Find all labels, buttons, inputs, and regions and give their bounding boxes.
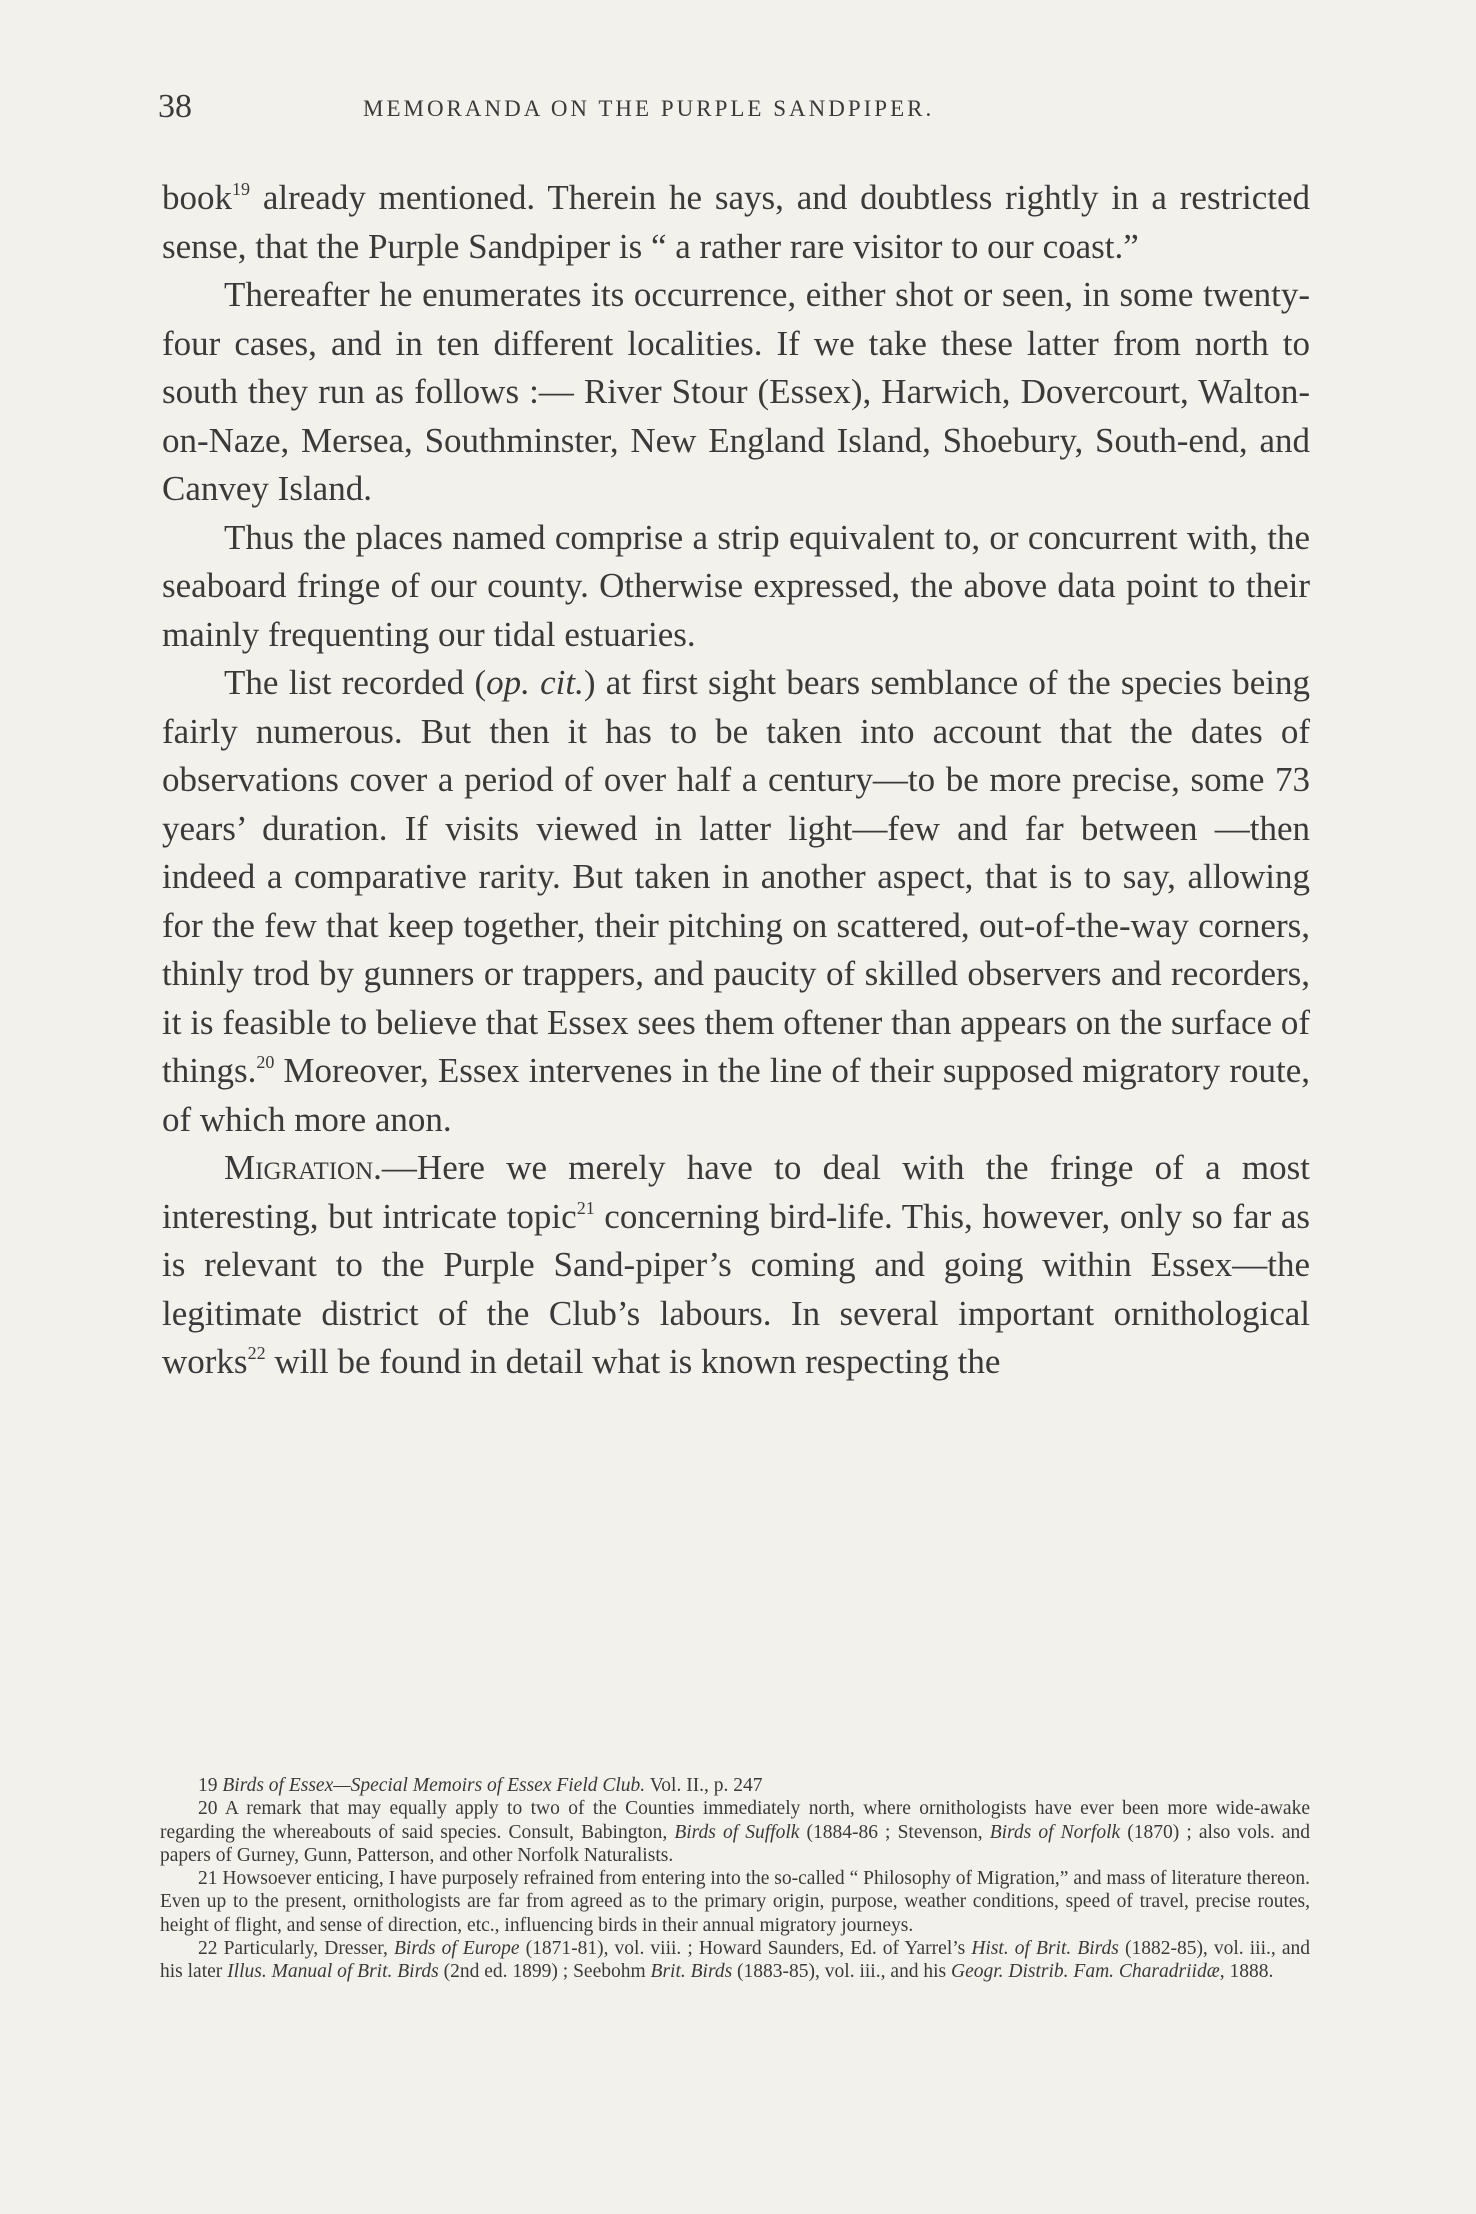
text-run: (1883-85), vol. iii., and his: [732, 1961, 951, 1983]
footnotes: [160, 1774, 1310, 1984]
running-head: MEMORANDA ON THE PURPLE SANDPIPER.: [363, 96, 935, 121]
text-run: The list recorded (: [224, 663, 487, 702]
page-header: [158, 88, 1308, 132]
text-run: (1882-85), vol. iii., and his later: [160, 1938, 1310, 1983]
text-run: (1870) ; also vols. and papers of Gurney, Gunn, Patterson, and other Norfolk Naturalists.: [160, 1821, 1310, 1866]
footnote-19: [160, 1774, 1310, 1797]
footnote-ref-19: 19: [232, 179, 250, 199]
text-run: (1884-86 ; Stevenson,: [799, 1821, 990, 1843]
paragraph-3: Thus the places named comprise a strip equivalent to, or concurrent with, the seaboard fringe of our county. Otherwise expressed, the above data point to their mainly frequenting our tidal estuaries.: [162, 517, 1310, 654]
footnote-22: [160, 1937, 1310, 1984]
italic-title: Geogr. Distrib. Fam. Charadriidæ,: [951, 1961, 1225, 1983]
text-run: (2nd ed. 1899) ; Seebohm: [438, 1961, 651, 1983]
italic-title: Illus. Manual of Brit. Birds: [227, 1961, 439, 1983]
paragraph-2: Thereafter he enumerates its occurrence, either shot or seen, in some twenty-four cases, and in ten different localities. If we take these latter from north to south they run as follows :— River Stour (Essex), Harwich, Dovercourt, Walton-on-Naze, Mersea, Southminster, New England Island, Shoebury, South-end, and Canvey Island.: [162, 275, 1310, 508]
text-run: —Here we merely have to deal with the fringe of a most interesting, but intricate topic: [162, 1148, 1310, 1236]
footnote-ref-21: 21: [576, 1197, 595, 1218]
text-run: already mentioned. Therein he says, and doubtless rightly in a restricted sense, that the Purple Sandpiper is “ a rather rare visitor to our coast.”: [162, 178, 1310, 266]
italic-title: Birds of Suffolk: [674, 1821, 800, 1843]
footnote-ref-22: 22: [247, 1343, 266, 1363]
italic-title: Birds of Essex—Special Memoirs of Essex Field Club.: [222, 1775, 646, 1796]
text-run: 19: [198, 1775, 223, 1796]
paragraph-1: [162, 174, 1310, 271]
italic-title: Brit. Birds: [650, 1961, 733, 1983]
text-run: 20 A remark that may equally apply to two of the Counties immediately north, where ornithologists have ever been more wide-awake regarding the whereabouts of said species. Consult, Babington,: [160, 1798, 1310, 1843]
italic-title: Birds of Norfolk: [989, 1821, 1121, 1843]
body-text: [162, 174, 1310, 1387]
section-label-migration: Migration.: [224, 1148, 382, 1187]
text-run: (1871-81), vol. viii. ; Howard Saunders, Ed. of Yarrel’s: [519, 1938, 972, 1960]
footnote-ref-20: 20: [256, 1052, 275, 1072]
text-run: Moreover, Essex intervenes in the line of their supposed migratory route, of which more anon.: [162, 1051, 1310, 1139]
paragraph-4: [162, 659, 1310, 1144]
text-run: Vol. II., p. 247: [645, 1775, 763, 1796]
text-run: book: [162, 178, 232, 217]
text-run: concerning bird-life. This, however, only so far as is relevant to the Purple Sand-piper’s coming and going within Essex—the legitimate district of the Club’s labours. In several important ornithological works: [162, 1196, 1310, 1381]
text-run: 22 Particularly, Dresser,: [198, 1938, 394, 1960]
italic-title: Hist. of Brit. Birds: [971, 1938, 1119, 1960]
italic-title: Birds of Europe: [393, 1938, 520, 1960]
text-run: will be found in detail what is known respecting the: [265, 1342, 1001, 1381]
paragraph-5: [162, 1144, 1310, 1387]
footnote-20: [160, 1797, 1310, 1867]
italic-citation: op. cit.: [486, 663, 584, 702]
page-number: 38: [158, 88, 192, 125]
text-run: 1888.: [1224, 1961, 1274, 1983]
text-run: ) at first sight bears semblance of the species being fairly numerous. But then it has to be taken into account that the dates of observations cover a period of over half a century—to be more precise, some 73 years’ duration. If visits viewed in latter light—few and far between —then indeed a comparative rarity. But taken in another aspect, that is to say, allowing for the few that keep together, their pitching on scattered, out-of-the-way corners, thinly trod by gunners or trappers, and paucity of skilled observers and recorders, it is feasible to believe that Essex sees them oftener than appears on the surface of things.: [162, 663, 1310, 1090]
footnote-21: 21 Howsoever enticing, I have purposely refrained from entering into the so-called “ Philosophy of Migration,” and mass of literature thereon. Even up to the present, ornithologists are far from agreed as to the primary origin, purpose, weather conditions, speed of travel, precise routes, height of flight, and sense of direction, etc., influencing birds in their annual migratory journeys.: [160, 1868, 1310, 1936]
